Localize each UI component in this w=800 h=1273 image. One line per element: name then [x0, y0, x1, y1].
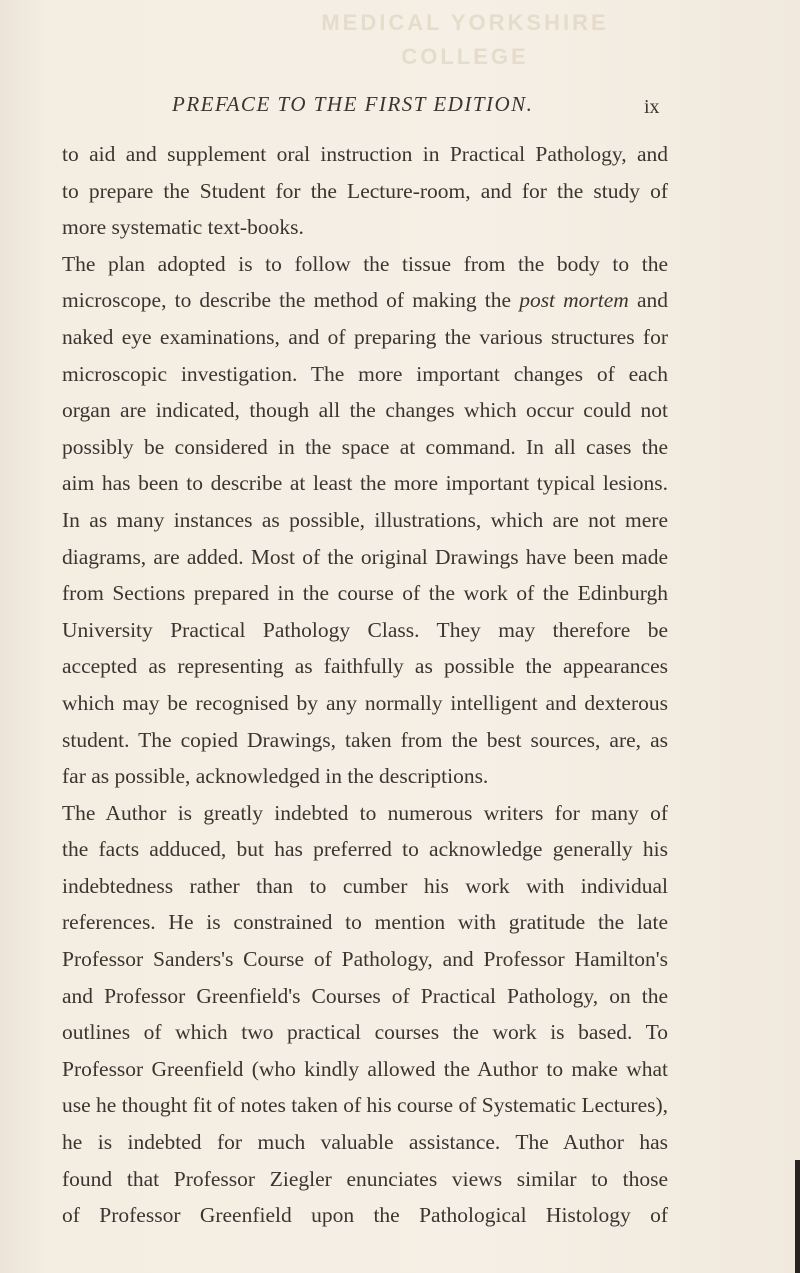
text-line-content: far as possible, acknowledged in the descriptions.: [62, 764, 489, 789]
text-line: [62, 539, 668, 576]
text-line: [62, 429, 668, 466]
library-stamp-watermark: MEDICAL YORKSHIRE COLLEGE: [321, 10, 609, 69]
text-line-content: naked eye examinations, and of preparing the various structures for: [62, 324, 668, 349]
text-line: [62, 1124, 668, 1161]
text-line-content: University Practical Pathology Class. They may therefore be: [62, 617, 668, 642]
text-line: [62, 1161, 668, 1198]
text-line: [62, 1197, 668, 1234]
text-line: [62, 685, 668, 722]
page-edge-shadow: [795, 1160, 800, 1273]
text-line-content: accepted as representing as faithfully as possible the appearances: [62, 654, 668, 679]
text-line-content: Professor Sanders's Course of Pathology, and Professor Hamilton's: [62, 947, 668, 972]
text-line: [62, 648, 668, 685]
text-line-content: of Professor Greenfield upon the Pathological Histology of: [62, 1203, 668, 1228]
text-line: [62, 575, 668, 612]
text-line: [62, 1051, 668, 1088]
text-line: [62, 392, 668, 429]
text-line: [62, 722, 668, 759]
text-line-content: Professor Greenfield (who kindly allowed the Author to make what: [62, 1056, 668, 1081]
text-line: [62, 758, 668, 795]
text-line-content: microscope, to describe the method of making the: [62, 288, 520, 313]
preface-body: [62, 136, 668, 1234]
text-line: [62, 209, 668, 246]
text-line: [62, 136, 668, 173]
running-header: PREFACE TO THE FIRST EDITION.: [172, 92, 534, 116]
text-line: [62, 502, 668, 539]
text-line: [62, 831, 668, 868]
text-line-content: student. The copied Drawings, taken from the best sources, are, as: [62, 727, 668, 752]
text-line-content: the facts adduced, but has preferred to acknowledge generally his: [62, 837, 668, 862]
italic-term: post mortem: [519, 288, 629, 313]
text-line-content: indebtedness rather than to cumber his work with individual: [62, 873, 668, 898]
text-line: [62, 246, 668, 283]
text-line-content: from Sections prepared in the course of the work of the Edinburgh: [62, 581, 668, 606]
text-line-content: aim has been to describe at least the more important typical lesions.: [62, 471, 668, 496]
text-line-content: he is indebted for much valuable assistance. The Author has: [62, 1130, 668, 1155]
text-line-content: microscopic investigation. The more important changes of each: [62, 361, 668, 386]
text-line: [62, 282, 668, 319]
text-line-content: references. He is constrained to mention with gratitude the late: [62, 910, 668, 935]
page-number: ix: [644, 96, 660, 118]
text-line-content: diagrams, are added. Most of the original Drawings have been made: [62, 544, 668, 569]
text-line: [62, 612, 668, 649]
text-line-content: The plan adopted is to follow the tissue from the body to the: [62, 251, 668, 276]
text-line-content: to aid and supplement oral instruction in Practical Pathology, and: [62, 142, 668, 166]
text-line: [62, 978, 668, 1015]
text-line-content: In as many instances as possible, illustrations, which are not mere: [62, 507, 668, 532]
text-line: [62, 356, 668, 393]
text-line: [62, 465, 668, 502]
text-line-content: organ are indicated, though all the changes which occur could not: [62, 398, 668, 423]
text-line-content: more systematic text-books.: [62, 215, 304, 240]
text-line: [62, 1087, 668, 1124]
text-line-content: found that Professor Ziegler enunciates views similar to those: [62, 1166, 668, 1191]
text-line: [62, 173, 668, 210]
text-line-content: and: [628, 288, 669, 313]
text-line: [62, 868, 668, 905]
text-line: [62, 319, 668, 356]
text-line: [62, 795, 668, 832]
text-line-content: use he thought fit of notes taken of his course of Systematic Lectures),: [62, 1093, 669, 1118]
text-line: [62, 904, 668, 941]
text-line-content: which may be recognised by any normally intelligent and dexterous: [62, 690, 668, 715]
text-line: [62, 1014, 668, 1051]
text-line-content: outlines of which two practical courses the work is based. To: [62, 1020, 668, 1045]
text-line: [62, 941, 668, 978]
text-line-content: and Professor Greenfield's Courses of Practical Pathology, on the: [62, 983, 668, 1008]
text-line-content: to prepare the Student for the Lecture-room, and for the study of: [62, 178, 668, 203]
text-line-content: The Author is greatly indebted to numerous writers for many of: [62, 800, 668, 825]
text-line-content: possibly be considered in the space at command. In all cases the: [62, 434, 668, 459]
